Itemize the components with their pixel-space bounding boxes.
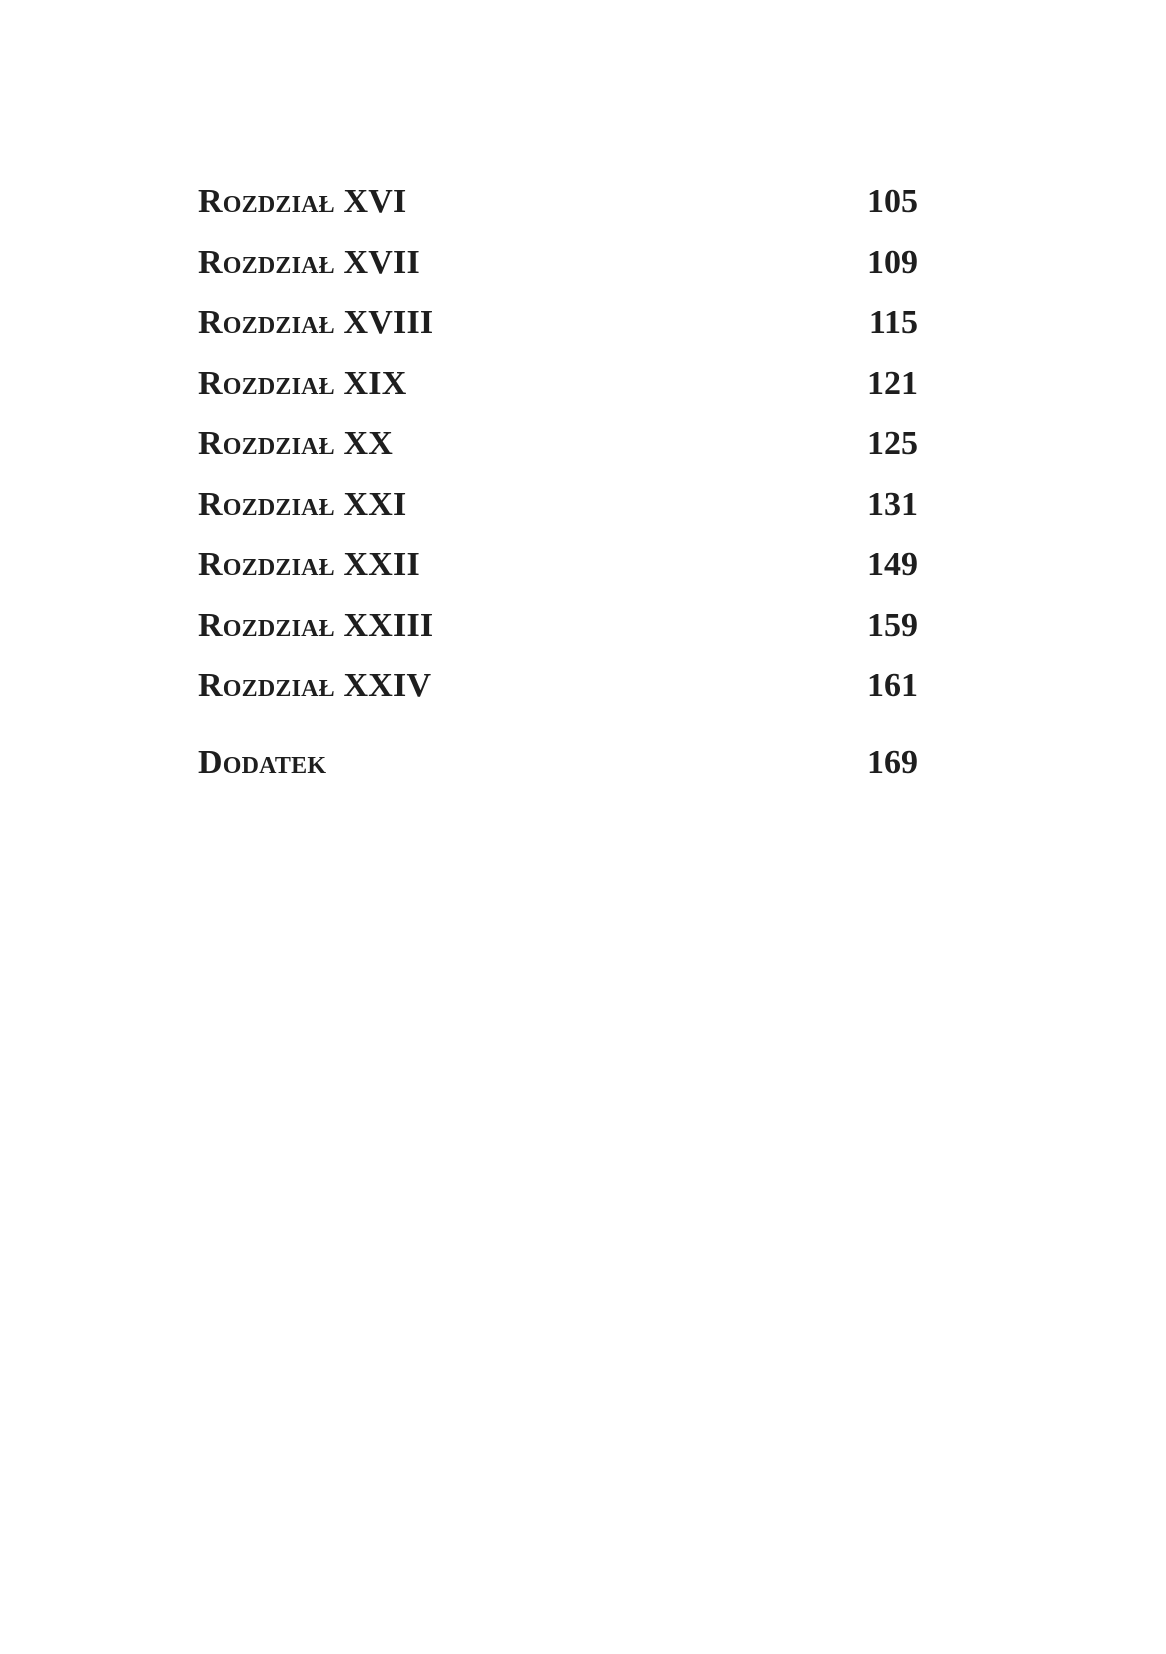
- toc-entry-page: 149: [867, 546, 918, 583]
- toc-entry-page: 121: [867, 364, 918, 402]
- toc-entry-page: 169: [867, 743, 918, 781]
- table-of-contents: [198, 182, 918, 803]
- toc-entry: [198, 666, 918, 727]
- toc-entry-title: Rozdział XX: [198, 425, 394, 462]
- toc-entry-page: 109: [867, 243, 918, 281]
- toc-entry: [198, 182, 918, 243]
- toc-entry-title: Rozdział XXIII: [198, 606, 434, 644]
- toc-entry-page: 115: [868, 304, 918, 341]
- toc-entry-page: 159: [867, 606, 918, 644]
- toc-entry: [198, 303, 918, 364]
- toc-entry-title: Rozdział XVIII: [198, 304, 434, 341]
- toc-entry-title: Rozdział XXIV: [198, 667, 432, 704]
- toc-entry-title: Dodatek: [198, 743, 327, 781]
- toc-entry-title: Rozdział XVI: [198, 183, 407, 220]
- toc-entry: [198, 545, 918, 606]
- toc-entry-page: 161: [867, 667, 918, 704]
- toc-entry-page: 105: [867, 183, 918, 220]
- toc-entry-page: 125: [867, 425, 918, 462]
- toc-entry-title: Rozdział XIX: [198, 364, 407, 402]
- toc-entry: [198, 364, 918, 425]
- toc-entry-title: Rozdział XVII: [198, 243, 420, 281]
- toc-entry: [198, 485, 918, 546]
- toc-entry-appendix: [198, 743, 918, 804]
- toc-entry: [198, 424, 918, 485]
- toc-entry: [198, 243, 918, 304]
- toc-entry-page: 131: [867, 485, 918, 523]
- toc-entry: [198, 606, 918, 667]
- toc-entry-title: Rozdział XXII: [198, 546, 420, 583]
- toc-entry-title: Rozdział XXI: [198, 485, 407, 523]
